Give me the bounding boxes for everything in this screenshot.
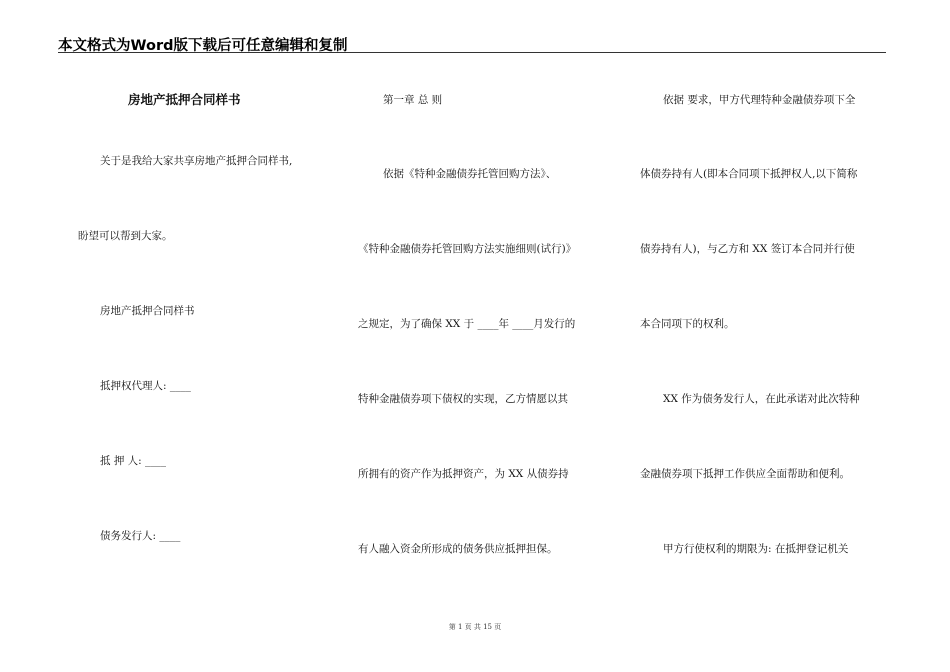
chapter-heading: 第一章 总 则 [383,94,443,106]
col1-line: 债务发行人: ____ [100,530,181,542]
col3-line: XX 作为债务发行人，在此承诺对此次特种 [663,393,860,405]
col1-line: 抵押权代理人: ____ [100,380,191,392]
col3-line: 甲方行使权利的期限为: 在抵押登记机关 [663,543,849,555]
document-title: 房地产抵押合同样书 [128,92,241,107]
col1-line: 盼望可以帮到大家。 [78,230,173,242]
page-number: 第 1 页 共 15 页 [448,623,502,631]
col3-line: 本合同项下的权利。 [640,318,735,330]
col1-line: 房地产抵押合同样书 [100,305,195,317]
col2-line: 之规定，为了确保 XX 于 ____年 ____月发行的 [358,318,576,330]
header-rule [58,52,886,53]
col2-line: 有人融入资金所形成的债务供应抵押担保。 [358,543,558,555]
col2-line: 特种金融债券项下债权的实现，乙方情愿以其 [358,393,568,405]
col1-line: 抵 押 人: ____ [100,455,167,467]
col2-line: 依据《特种金融债券托管回购方法》、 [383,168,557,180]
col2-line: 《特种金融债券托管回购方法实施细则(试行)》 [358,243,577,255]
col3-line: 依据 要求，甲方代理特种金融债券项下全 [663,94,856,106]
col3-line: 金融债券项下抵押工作供应全面帮助和便利。 [640,468,850,480]
col1-line: 关于是我给大家共享房地产抵押合同样书, [100,155,293,167]
download-banner: 本文格式为Word版下载后可任意编辑和复制 [58,38,348,54]
col3-line: 债券持有人)，与乙方和 XX 签订本合同并行使 [640,243,855,255]
col2-line: 所拥有的资产作为抵押资产，为 XX 从债券持 [358,468,569,480]
col3-line: 体债券持有人(即本合同项下抵押权人,以下简称 [640,168,858,180]
